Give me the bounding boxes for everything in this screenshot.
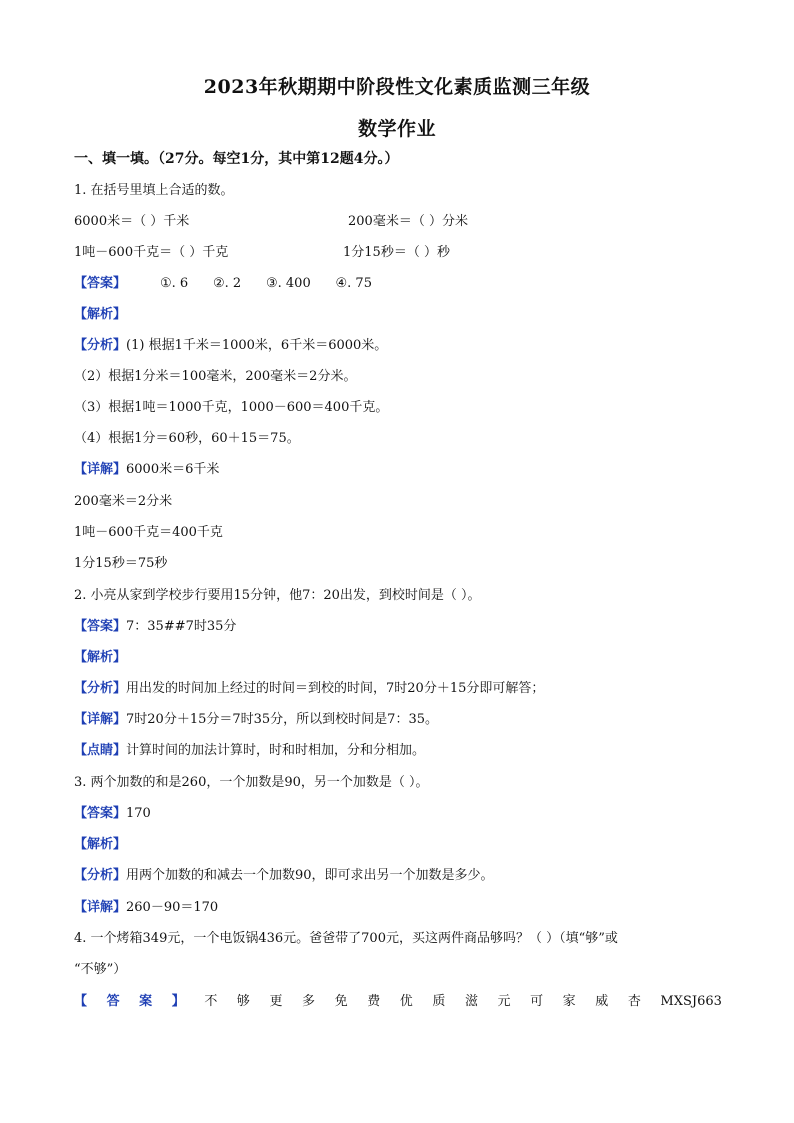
fenxi-tag: 【分析】 [74,868,127,883]
answer-char: 答 [106,994,120,1009]
q1-answer-row [74,275,372,293]
answer-char: 够 [236,994,250,1009]
q4-answer-row [74,993,722,1011]
q2-fenxi-row [74,680,544,698]
watermark-char: 更 [269,994,283,1009]
answer-tag: 【答案】 [74,276,127,291]
detail-tag: 【详解】 [74,462,127,477]
watermark-char: 威 [595,994,609,1009]
q1-fenxi2: （2）根据1分米＝100毫米，200毫米＝2分米。 [74,369,357,384]
analysis-tag: 【解析】 [74,650,127,665]
q3-answer: 170 [126,806,151,821]
analysis-tag: 【解析】 [74,837,127,852]
detail-tag: 【详解】 [74,900,127,915]
fenxi-tag: 【分析】 [74,681,127,696]
watermark-char: 多 [302,994,316,1009]
q3-fenxi: 用两个加数的和减去一个加数90，即可求出另一个加数是多少。 [126,868,494,883]
analysis-tag: 【解析】 [74,307,127,322]
q1-fenxi1: (1) 根据1千米＝1000米，6千米＝6000米。 [126,338,388,353]
watermark-char: 元 [497,994,511,1009]
q3-fenxi-row [74,867,494,885]
watermark-code: MXSJ663 [660,994,722,1009]
answer-tag: 【答案】 [74,619,127,634]
q1-detail-row [74,461,219,479]
watermark-char: 滋 [464,994,478,1009]
q1-row2b: 1分15秒＝（ ）秒 [343,245,450,260]
answer-bracket-open: 【 [74,994,88,1009]
q3-stem: 3. 两个加数的和是260，一个加数是90，另一个加数是（ ）。 [74,775,429,790]
q1-stem: 1. 在括号里填上合适的数。 [74,183,234,198]
q2-detail: 7时20分＋15分＝7时35分，所以到校时间是7：35。 [126,712,438,727]
tip-tag: 【点睛】 [74,743,127,758]
q2-tip-row [74,742,425,760]
q2-stem: 2. 小亮从家到学校步行要用15分钟，他7：20出发，到校时间是（ ）。 [74,588,481,603]
watermark-char: 杏 [627,994,641,1009]
watermark-char: 免 [334,994,348,1009]
watermark-char: 费 [367,994,381,1009]
q2-answer: 7：35##7时35分 [126,619,237,634]
q1-detail4: 1分15秒＝75秒 [74,556,168,571]
detail-tag: 【详解】 [74,712,127,727]
q2-tip: 计算时间的加法计算时，时和时相加，分和分相加。 [126,743,426,758]
q4-stem-cont: “不够”） [74,962,127,977]
watermark-char: 家 [562,994,576,1009]
answer-tag: 【答案】 [74,806,127,821]
q2-fenxi: 用出发的时间加上经过的时间＝到校的时间，7时20分＋15分即可解答； [126,681,545,696]
q2-answer-row [74,618,236,636]
q1-fenxi1-row [74,337,387,355]
q1-detail2: 200毫米＝2分米 [74,494,173,509]
answer-char: 不 [204,994,218,1009]
q1-row1b: 200毫米＝（ ）分米 [348,214,468,229]
page-title: 2023年秋期期中阶段性文化素质监测三年级 [203,76,591,98]
watermark-char: 优 [399,994,413,1009]
section-heading: 一、填一填。（27分。每空1分，其中第12题4分。） [74,151,399,167]
answer-bracket-close: 】 [171,994,185,1009]
q1-answer: ①. 6 ②. 2 ③. 400 ④. 75 [160,276,372,291]
q3-answer-row [74,805,151,823]
q3-detail: 260－90＝170 [126,900,219,915]
q1-detail3: 1吨－600千克＝400千克 [74,525,223,540]
watermark-char: 可 [530,994,544,1009]
page-subtitle: 数学作业 [357,118,436,140]
q1-row2a: 1吨－600千克＝（ ）千克 [74,245,229,260]
q1-fenxi3: （3）根据1吨＝1000千克，1000－600＝400千克。 [74,400,389,415]
q3-detail-row [74,899,218,917]
q1-fenxi4: （4）根据1分＝60秒，60＋15＝75。 [74,431,300,446]
q1-detail1: 6000米＝6千米 [126,462,220,477]
fenxi-tag: 【分析】 [74,338,127,353]
watermark-char: 质 [432,994,446,1009]
q4-stem: 4. 一个烤箱349元，一个电饭锅436元。爸爸带了700元，买这两件商品够吗？（ ）（填“够”或 [74,931,618,946]
answer-char: 案 [139,994,153,1009]
q1-row1a: 6000米＝（ ）千米 [74,214,190,229]
q2-detail-row [74,711,438,729]
